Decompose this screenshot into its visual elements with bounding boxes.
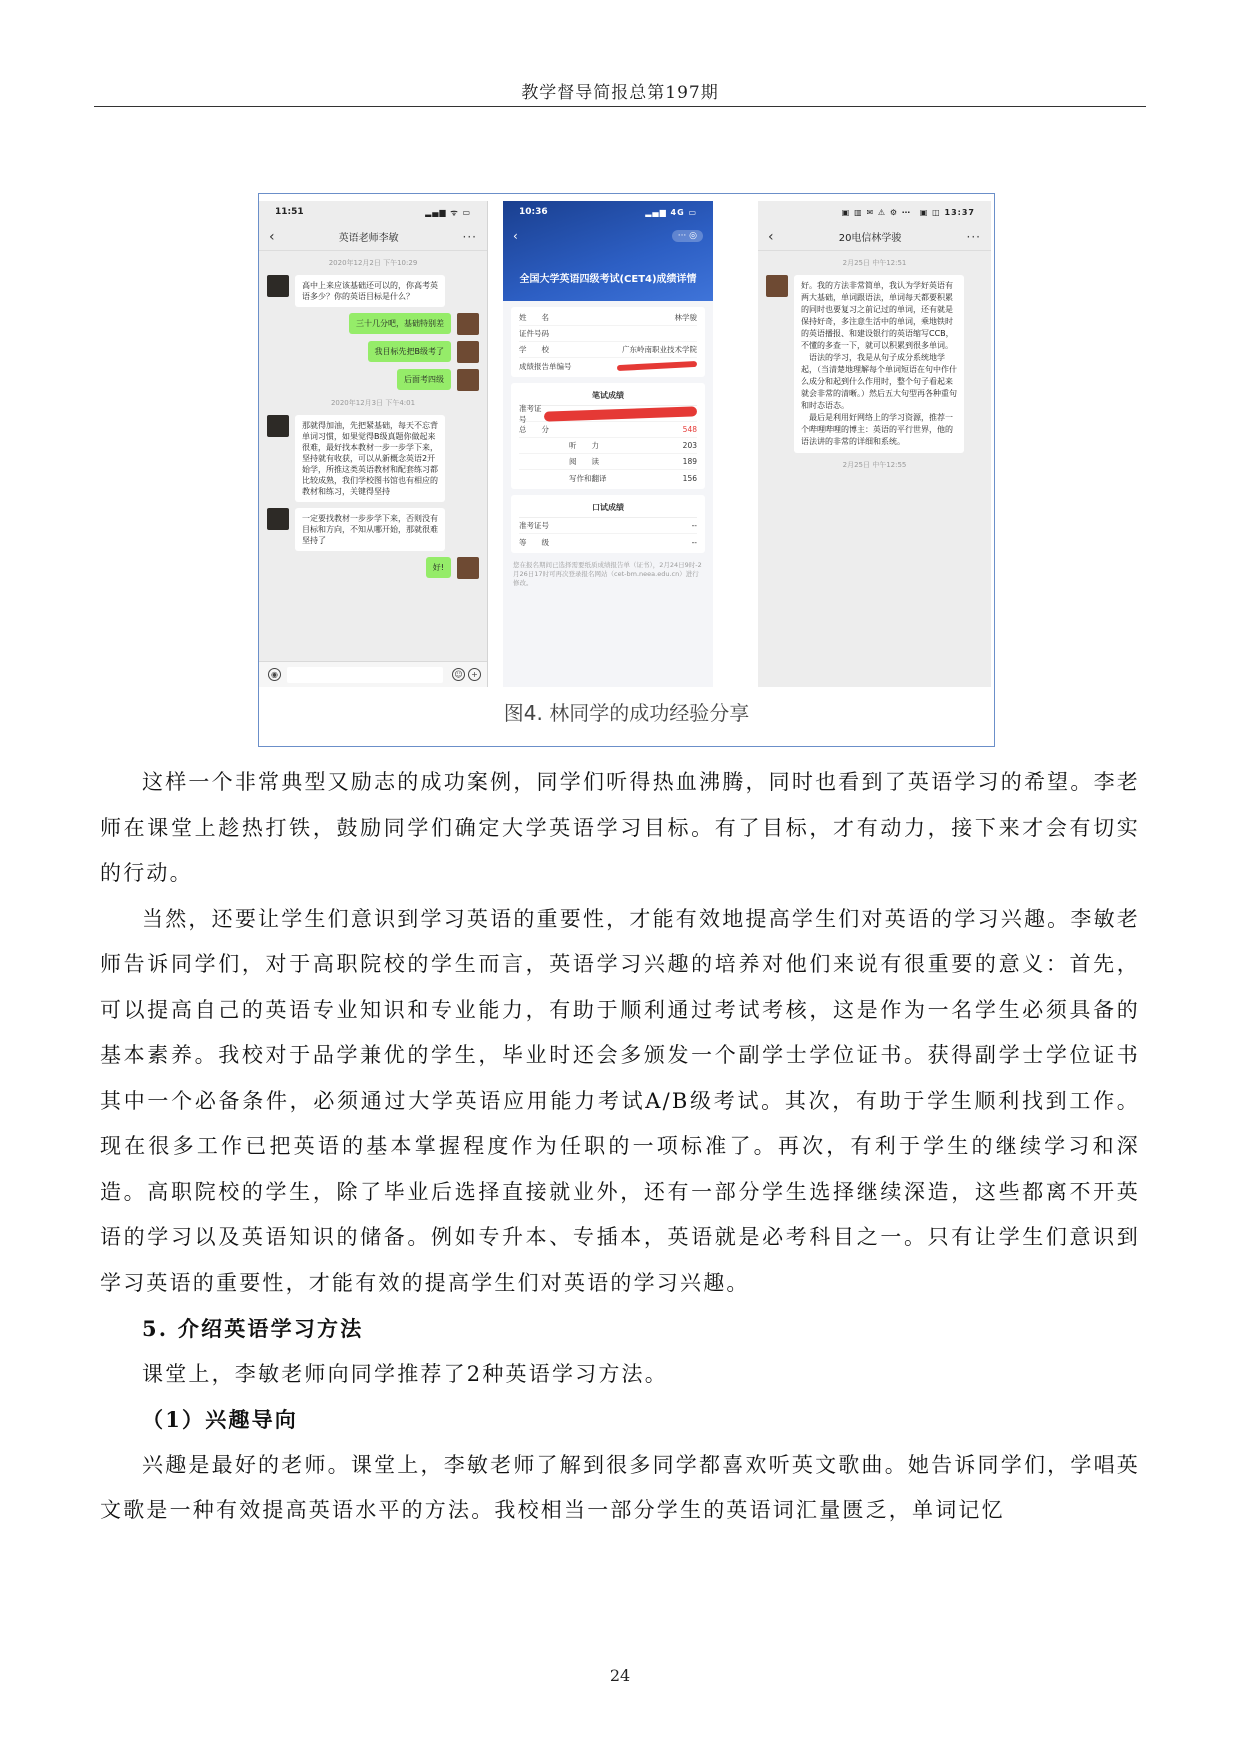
row-label: 总 分 xyxy=(519,425,549,434)
row-value: 203 xyxy=(682,441,697,450)
status-icons: ▣ ▥ ✉ ⚠ ⚙ ⋯ ▣ ◫ 13:37 xyxy=(841,207,975,217)
chat-bubble: 后面考四级 xyxy=(397,369,451,390)
chat-bubble: 高中上来应该基础还可以的，你高考英语多少？你的英语目标是什么？ xyxy=(295,275,445,307)
info-row xyxy=(519,438,697,454)
info-row xyxy=(519,518,697,534)
status-bar xyxy=(259,201,487,223)
row-value: -- xyxy=(691,537,697,547)
more-icon: ··· xyxy=(462,229,477,244)
chat-timestamp: 2020年12月3日 下午4:01 xyxy=(330,399,416,407)
chat-message xyxy=(267,313,479,335)
chat-message xyxy=(267,557,479,579)
row-value: 189 xyxy=(682,457,697,466)
avatar xyxy=(267,415,289,437)
screenshot-cet4-score xyxy=(503,201,713,687)
chat-nav-bar xyxy=(259,223,487,251)
page-number: 24 xyxy=(609,1666,631,1685)
figure-caption: 图4. 林同学的成功经验分享 xyxy=(503,701,750,725)
info-row xyxy=(519,403,697,424)
avatar xyxy=(267,508,289,530)
row-value: 广东岭南职业技术学院 xyxy=(622,345,697,354)
chat-contact-name: 20电信林学骏 xyxy=(838,233,902,244)
row-label: 听 力 xyxy=(569,441,599,450)
status-icons: ▂▄▆ ᯤ ▭ xyxy=(425,207,471,217)
avatar xyxy=(457,313,479,335)
info-row xyxy=(519,358,697,374)
row-label: 阅 读 xyxy=(569,457,599,466)
body-text xyxy=(100,760,1140,1534)
row-label: 等 级 xyxy=(519,537,549,547)
oral-score-card xyxy=(511,495,705,553)
chat-message xyxy=(267,369,479,391)
back-arrow-icon: ‹ xyxy=(768,228,774,245)
status-time: 10:36 xyxy=(519,207,548,217)
cet-title: 全国大学英语四级考试(CET4)成绩详情 xyxy=(519,274,697,285)
row-label: 准考证号 xyxy=(519,403,542,424)
cet-nav xyxy=(503,223,713,249)
cet-header xyxy=(503,201,713,301)
info-row xyxy=(519,342,697,358)
row-value: 林学骏 xyxy=(674,313,697,322)
row-label: 成绩报告单编号 xyxy=(519,361,572,371)
row-value: -- xyxy=(691,521,697,530)
row-label: 学 校 xyxy=(519,345,549,354)
voice-icon: ◉ xyxy=(268,668,281,681)
row-label: 写作和翻译 xyxy=(569,473,607,483)
avatar xyxy=(457,557,479,579)
avatar xyxy=(457,341,479,363)
screenshot-chat-teacher xyxy=(259,201,488,687)
chat-timestamp: 2月25日 中午12:55 xyxy=(842,461,907,469)
info-row xyxy=(519,326,697,342)
status-icons: ▂▄▆ 4G ▭ xyxy=(645,207,697,217)
chat-message xyxy=(267,341,479,363)
section-heading: 5. 介绍英语学习方法 xyxy=(142,1316,364,1341)
avatar xyxy=(267,275,289,297)
header-rule xyxy=(94,106,1146,107)
chat-contact-name: 英语老师李敏 xyxy=(338,233,399,244)
chat-bubble: 一定要找教材一步步学下来，否则没有目标和方向，不知从哪开始，那就很难坚持了 xyxy=(295,508,445,551)
chat-bubble: 那就得加油，先把紧基础，每天不忘背单词习惯，如果觉得B级真题你做起来很难，最好找本教材一步一步学下来，坚持就有收获，可以从新概念英语2开始学，所推这类英语教材和配套练习都比较成熟，我们学校图书馆也有相应的教材和练习，关键得坚持 xyxy=(295,415,445,502)
card-title: 笔试成绩 xyxy=(519,386,697,406)
info-row xyxy=(519,470,697,486)
avatar xyxy=(457,369,479,391)
back-arrow-icon: ‹ xyxy=(269,228,275,245)
paragraph: 当然，还要让学生们意识到学习英语的重要性，才能有效地提高学生们对英语的学习兴趣。李敏老师告诉同学们，对于高职院校的学生而言，英语学习兴趣的培养对他们来说有很重要的意义：首先，可以提高自己的英语专业知识和专业能力，有助于顺利通过考试考核，这是作为一名学生必须具备的基本素养。我校对于品学兼优的学生，毕业时还会多颁发一个副学士学位证书。获得副学士学位证书其中一个必备条件，必须通过大学英语应用能力考试A/B级考试。其次，有助于学生顺利找到工作。现在很多工作已把英语的基本掌握程度作为任职的一项标准了。再次，有利于学生的继续学习和深造。高职院校的学生，除了毕业后选择直接就业外，还有一部分学生选择继续深造，这些都离不开英语的学习以及英语知识的储备。例如专升本、专插本，英语就是必考科目之一。只有让学生们意识到学习英语的重要性，才能有效的提高学生们对英语的学习兴趣。 xyxy=(100,906,1140,1295)
running-header: 教学督导简报总第197期 xyxy=(521,83,719,103)
status-time: 11:51 xyxy=(275,207,304,217)
cet-note: 您在报名期间已选择需要纸质成绩报告单（证书），2月24日9时-2月26日17时可再次登录报名网站（cet-bm.neea.edu.cn）进行修改。 xyxy=(513,561,702,587)
chat-message xyxy=(267,508,479,551)
status-bar xyxy=(758,201,991,223)
figure-4 xyxy=(258,193,995,747)
paragraph: 这样一个非常典型又励志的成功案例，同学们听得热血沸腾，同时也看到了英语学习的希望。李老师在课堂上趁热打铁，鼓励同学们确定大学英语学习目标。有了目标，才有动力，接下来才会有切实的行动。 xyxy=(100,770,1140,885)
status-bar xyxy=(503,201,713,223)
avatar xyxy=(766,275,788,297)
chat-timestamp: 2月25日 中午12:51 xyxy=(842,259,907,267)
written-score-card xyxy=(511,383,705,489)
emoji-icon: ☺ xyxy=(452,668,465,681)
plus-icon: + xyxy=(468,668,481,681)
redaction-mark xyxy=(617,361,697,371)
info-row xyxy=(519,422,697,438)
more-icon: ··· ◎ xyxy=(672,230,703,242)
chat-nav-bar xyxy=(758,223,991,251)
row-label: 姓 名 xyxy=(519,313,549,322)
chat-message xyxy=(267,415,479,502)
chat-bubble: 好。我的方法非常简单，我认为学好英语有两大基础，单词跟语法，单词每天都要积累的同时也要复习之前记过的单词，还有就是保持好奇，多注意生活中的单词，乘地铁时的英语播报、和建设银行的英语缩写CCB，不懂的多查一下，就可以积累到很多单词。 语法的学习，我是从句子成分系统地学起，（当清楚地理解每个单词短语在句中作什么成分和起到什么作用时，整个句子看起来就会非常的清晰。）然后五大句型再各种重句和时态语态。 最后是利用好网络上的学习资源，推荐一个哔哩哔哩的博主：英语的平行世界，他的语法讲的非常的详细和系统。 xyxy=(794,275,964,453)
chat-bubble: 我目标先把B级考了 xyxy=(368,341,452,362)
chat-bubble: 三十几分吧，基础特别差 xyxy=(349,313,451,334)
chat-message xyxy=(267,275,479,307)
chat-message xyxy=(766,275,983,453)
paragraph: 课堂上，李敏老师向同学推荐了2种英语学习方法。 xyxy=(142,1361,668,1386)
info-row xyxy=(519,534,697,550)
chat-bubble: 好! xyxy=(426,557,451,578)
chat-input-bar xyxy=(259,661,487,687)
more-icon: ··· xyxy=(966,229,981,244)
row-label: 准考证号 xyxy=(519,521,549,530)
back-arrow-icon: ‹ xyxy=(513,229,518,243)
info-row xyxy=(519,310,697,326)
card-title: 口试成绩 xyxy=(519,498,697,518)
row-label: 证件号码 xyxy=(519,329,549,338)
row-value: 156 xyxy=(682,473,697,483)
screenshot-chat-student xyxy=(758,201,991,687)
redaction-mark xyxy=(544,406,697,421)
info-row xyxy=(519,454,697,470)
total-score: 548 xyxy=(682,425,697,434)
chat-input xyxy=(287,667,443,683)
personal-info-card xyxy=(511,307,705,377)
subsection-heading: （1）兴趣导向 xyxy=(142,1407,299,1432)
paragraph: 兴趣是最好的老师。课堂上，李敏老师了解到很多同学都喜欢听英文歌曲。她告诉同学们，学唱英文歌是一种有效提高英语水平的方法。我校相当一部分学生的英语词汇量匮乏，单词记忆 xyxy=(100,1452,1140,1522)
chat-timestamp: 2020年12月2日 下午10:29 xyxy=(328,259,418,267)
